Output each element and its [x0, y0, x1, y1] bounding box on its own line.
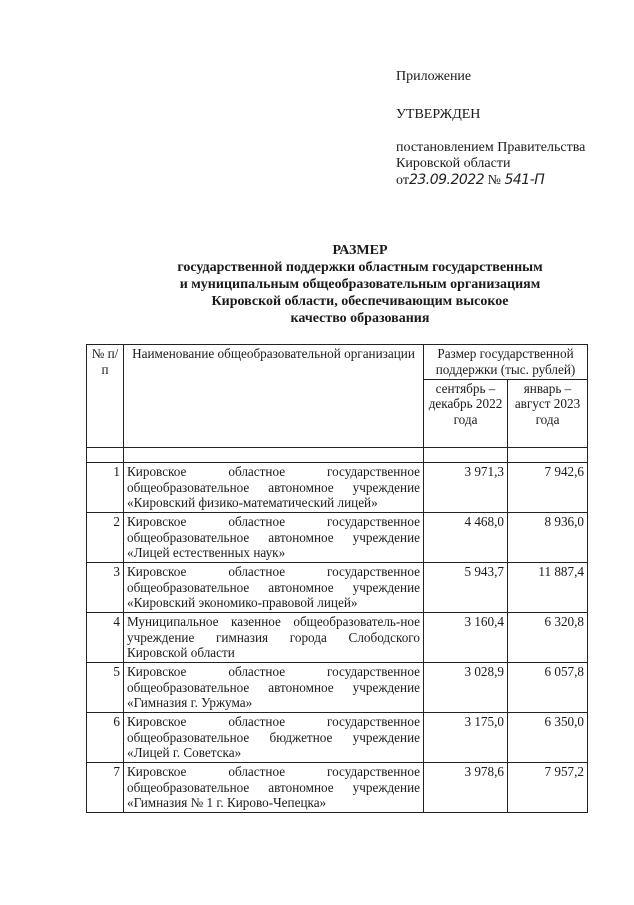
- row-value-2023: 6 350,0: [508, 713, 588, 763]
- decree-number: 541-П: [504, 172, 545, 188]
- row-name: Кировское областное государственное общеобразовательное автономное учреждение «Лицей естественных наук»: [124, 513, 424, 563]
- header-spacer-row: [87, 448, 588, 463]
- row-value-2023: 7 957,2: [508, 763, 588, 813]
- row-value-2022: 3 160,4: [424, 613, 508, 663]
- decree-from: от: [396, 173, 409, 188]
- row-value-2023: 6 320,8: [508, 613, 588, 663]
- row-name: Муниципальное казенное общеобразователь-ное учреждение гимназия города Слободского Кировской области: [124, 613, 424, 663]
- row-value-2022: 4 468,0: [424, 513, 508, 563]
- row-value-2022: 3 028,9: [424, 663, 508, 713]
- decree-line-2: Кировской области: [396, 156, 511, 171]
- row-num: 2: [87, 513, 124, 563]
- table-row: [87, 563, 588, 613]
- header-period-2: январь – август 2023 года: [508, 379, 588, 447]
- row-value-2022: 3 971,3: [424, 463, 508, 513]
- row-value-2023: 8 936,0: [508, 513, 588, 563]
- row-name: Кировское областное государственное общеобразовательное автономное учреждение «Кировский физико-математический лицей»: [124, 463, 424, 513]
- table-row: [87, 463, 588, 513]
- row-value-2023: 11 887,4: [508, 563, 588, 613]
- support-table: [86, 344, 588, 813]
- row-value-2023: 6 057,8: [508, 663, 588, 713]
- row-num: 6: [87, 713, 124, 763]
- title-line-2: государственной поддержки областным государственным: [177, 260, 543, 275]
- decree-block: [396, 140, 616, 189]
- table-row: [87, 663, 588, 713]
- row-num: 5: [87, 663, 124, 713]
- row-name: Кировское областное государственное общеобразовательное автономное учреждение «Кировский экономико-правовой лицей»: [124, 563, 424, 613]
- decree-number-sign: №: [487, 173, 501, 188]
- title-line-1: РАЗМЕР: [332, 243, 388, 258]
- row-value-2023: 7 942,6: [508, 463, 588, 513]
- decree-date-line: [396, 172, 616, 189]
- table-row: [87, 613, 588, 663]
- header-size: Размер государственной поддержки (тыс. рублей): [424, 345, 588, 380]
- title-line-3: и муниципальным общеобразовательным организациям: [179, 277, 541, 292]
- row-num: 1: [87, 463, 124, 513]
- row-value-2022: 3 978,6: [424, 763, 508, 813]
- header-num: № п/п: [87, 345, 124, 448]
- table-row: [87, 713, 588, 763]
- title-line-5: качество образования: [290, 311, 430, 326]
- appendix-label: Приложение: [396, 69, 472, 84]
- header-period-1: сентябрь – декабрь 2022 года: [424, 379, 508, 447]
- decree-date: 23.09.2022: [408, 172, 485, 188]
- row-value-2022: 3 175,0: [424, 713, 508, 763]
- title-line-4: Кировской области, обеспечивающим высокое: [211, 294, 509, 309]
- decree-line-1: постановлением Правительства: [396, 140, 586, 155]
- row-name: Кировское областное государственное общеобразовательное автономное учреждение «Гимназия № 1 г. Кирово-Чепецка»: [124, 763, 424, 813]
- document-title: [150, 242, 570, 327]
- row-name: Кировское областное государственное общеобразовательное автономное учреждение «Гимназия г. Уржума»: [124, 663, 424, 713]
- row-value-2022: 5 943,7: [424, 563, 508, 613]
- row-num: 4: [87, 613, 124, 663]
- row-name: Кировское областное государственное общеобразовательное бюджетное учреждение «Лицей г. Советска»: [124, 713, 424, 763]
- row-num: 7: [87, 763, 124, 813]
- table-row: [87, 763, 588, 813]
- row-num: 3: [87, 563, 124, 613]
- header-name: Наименование общеобразовательной организации: [124, 345, 424, 448]
- approved-label: УТВЕРЖДЕН: [396, 107, 481, 122]
- table-row: [87, 513, 588, 563]
